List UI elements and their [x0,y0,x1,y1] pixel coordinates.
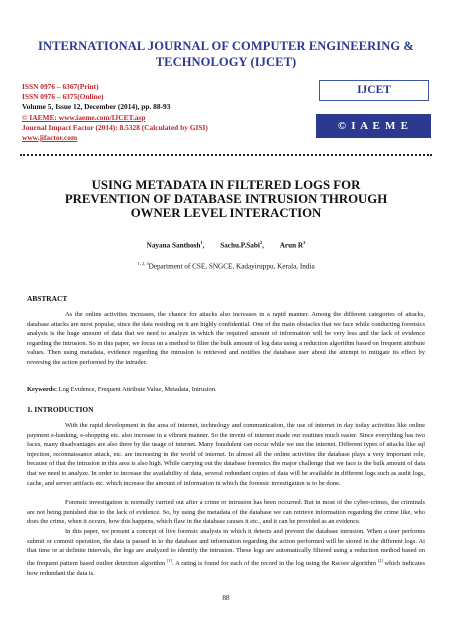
author: Sachu.P.Sabi$^2$, [220,240,264,250]
keywords-label: Keywords: [27,386,58,393]
author [280,240,306,249]
journal-title-line-1: INTERNATIONAL JOURNAL OF COMPUTER ENGINEERING & [38,39,414,53]
author-name: Nayana Santhosh [146,241,201,250]
website-link[interactable]: © IAEME: www.iaeme.com/IJCET.asp [22,112,146,122]
keywords [27,386,425,393]
paper-title-line-2: PREVENTION OF DATABASE INTRUSION THROUGH [64,192,388,206]
impact-factor: Journal Impact Factor (2014): 8.5328 (Calculated by GISI) [22,122,208,132]
intro-paragraph-3 [27,527,425,578]
dotted-divider [20,154,432,156]
intro-paragraph-2: Forensic investigation is normally carried out after a crime or intrusion has been occurred. But in most of the cyber-crimes, the criminals are not being punished due to the lack of evidence. So, by using the metadata of the database we can retrieve information regarding the crime like, who does the crime, when it occurs, how this happens, which flaw in the database causes it etc., and it can be provided as an evidence. [27,499,425,526]
affiliation [0,261,452,270]
page-number: 88 [222,594,230,602]
author-name: Arun R [279,241,304,250]
author: Nayana Santhosh$^1$, [146,240,205,250]
journal-title-line-2: TECHNOLOGY (IJCET) [155,55,297,69]
paper-title-line-1: USING METADATA IN FILTERED LOGS FOR [91,178,361,192]
paper-title-line-3: OWNER LEVEL INTERACTION [130,206,322,220]
issn-online: ISSN 0976 – 6375(Online) [22,92,104,102]
abstract-heading: ABSTRACT [27,294,68,303]
citation-ref-2[interactable]: [2] [377,557,383,563]
ijcet-badge: IJCET [319,80,429,101]
affiliation-sup: 1, 2, 3 [137,261,149,266]
volume-info: Volume 5, Issue 12, December (2014), pp. 88-93 [22,102,171,112]
journal-meta [22,82,302,143]
intro-p3-part-b: . A rating is found for each of the record in the log using the Rscore algorithm [172,559,378,567]
keywords-text: Log Evidence, Frequent Attribute Value, Metadata, Intrusion. [57,386,217,393]
author-sup: 2 [259,240,263,245]
intro-p3-part-a: In this paper, we present a concept of live forensic analysis in which it detects and prevent the database intrusion. When a user performs submit or commit operation, the data is passed in to the database and information regarding the action performed will be stored in the different logs. At that time or at definite intervals, the logs are analyzed to identify the intrusion. These logs are automatically filtered using a reduction method based on the frequent pattern based outlier detection algorithm [27,528,425,567]
author-list [0,240,452,249]
abstract-text: As the online activities increases, the chance for attacks also increases in a rapid manner. Among the different categories of attacks, database attacks are most popular, since the data residing on it are highly confidential. One of the main obstacles that we face while conducting forensics analysis is the huge amount of data that we need to analyze in which the required amount of information will be very less and the lack of evidence regarding the intrusion. So in this paper, we focus on a method to filter the bulk amount of log data using a reduction algorithm based on frequent attribute values. Then using metadata, evidence regarding the intrusion is retrieved and notifies the database user about the attempt to mitigate its effect by reversing the action performed by the intruder. [27,311,425,366]
iaeme-badge: © I A E M E [316,114,431,138]
citation-ref-1[interactable]: [1] [167,557,172,563]
journal-title [20,38,432,70]
paper-title [40,178,412,220]
issn-print: ISSN 0976 – 6367(Print) [22,82,99,91]
author-name: Sachu.P.Sabi [220,241,260,250]
intro-p3-part-c: which indicates how redundant the data is. [27,559,425,577]
author-sup: 3 [303,240,306,245]
intro-paragraph-1: With the rapid development in the area of internet, technology and communication, the use of internet in day today activities like online payment e-banking, e-shopping etc. also increase in a vibrant manner. So the invent of internet made our routines much easier. Since everything has two faces, many disadvantages are also there by the usage of internet. Many fraudulent can occur while we use the internet. Different types of attacks like sql injection, reconnaissance attack, etc. are increasing in the world of internet. In almost all the online activities the database plays a very important role, because of that the intrusion in this area is also high. While carrying out the database forensics the major challenge that we face is the bulk amount of data that we need to analyze. In order to increase the availability of data, several redundant copies of data will be available in different logs such as audit logs, cache, and server artifacts etc. which increase the amount of information in which the forensic investigation is to be done. [27,422,425,487]
author-sup: 1 [200,240,203,245]
jifactor-link[interactable]: www.jifactor.com [22,133,78,143]
affiliation-text: Department of CSE, SNGCE, Kadayiruppu, Kerala, India [148,262,315,271]
introduction-heading: 1. INTRODUCTION [27,405,94,414]
